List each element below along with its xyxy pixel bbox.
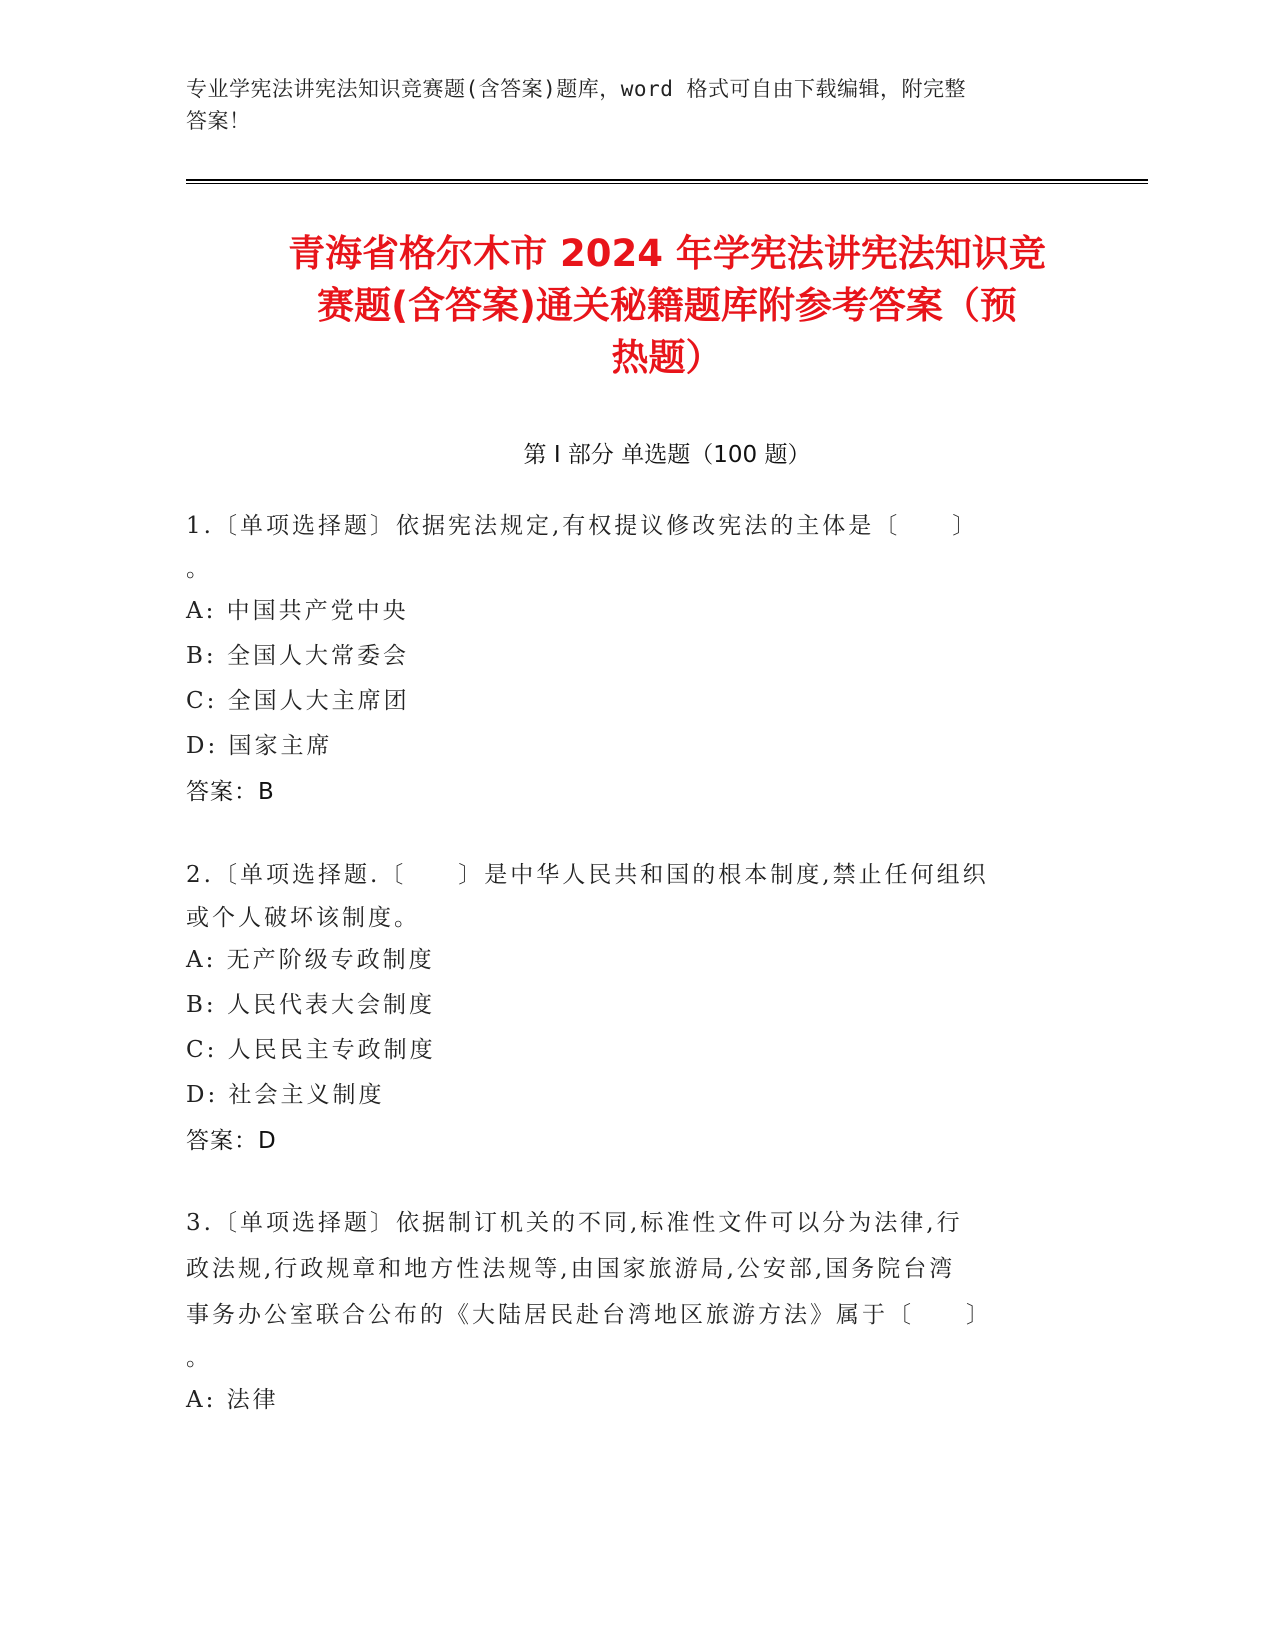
document-title <box>186 228 1148 384</box>
question-3 <box>186 1200 1086 1423</box>
question-1 <box>186 503 1086 815</box>
question-stem: 2.〔单项选择题.〔 〕是中华人民共和国的根本制度,禁止任何组织 <box>186 862 989 888</box>
option-a: A: 无产阶级专政制度 <box>186 947 435 973</box>
option-d: D: 社会主义制度 <box>186 1082 385 1108</box>
header-line-1: 专业学宪法讲宪法知识竞赛题(含答案)题库，word 格式可自由下载编辑，附完整 <box>186 77 966 101</box>
title-line-2: 赛题(含答案)通关秘籍题库附参考答案（预 <box>317 284 1017 327</box>
section-heading: 第 I 部分 单选题（100 题） <box>523 442 811 468</box>
question-stem: 事务办公室联合公布的《大陆居民赴台湾地区旅游方法》属于〔 〕 <box>186 1302 992 1328</box>
question-stem: 政法规,行政规章和地方性法规等,由国家旅游局,公安部,国务院台湾 <box>186 1256 956 1282</box>
answer: 答案：B <box>186 779 275 805</box>
question-2 <box>186 852 1086 1164</box>
question-stem: 3.〔单项选择题〕依据制订机关的不同,标准性文件可以分为法律,行 <box>186 1210 963 1236</box>
title-line-1: 青海省格尔木市 2024 年学宪法讲宪法知识竞 <box>288 232 1046 275</box>
question-stem: 。 <box>186 556 212 582</box>
header-divider-thick <box>186 179 1148 181</box>
question-stem: 1.〔单项选择题〕依据宪法规定,有权提议修改宪法的主体是〔 〕 <box>186 513 979 539</box>
answer: 答案：D <box>186 1128 277 1154</box>
option-b: B: 全国人大常委会 <box>186 643 409 669</box>
option-a: A: 法律 <box>186 1387 279 1413</box>
header-divider-thin <box>186 183 1148 184</box>
header-note <box>186 73 1066 137</box>
option-d: D: 国家主席 <box>186 733 333 759</box>
option-b: B: 人民代表大会制度 <box>186 992 435 1018</box>
option-a: A: 中国共产党中央 <box>186 598 409 624</box>
title-line-3: 热题） <box>611 336 723 379</box>
option-c: C: 全国人大主席团 <box>186 688 410 714</box>
header-line-2: 答案！ <box>186 109 251 133</box>
question-stem: 或个人破坏该制度。 <box>186 905 420 931</box>
option-c: C: 人民民主专政制度 <box>186 1037 436 1063</box>
question-stem: 。 <box>186 1345 212 1371</box>
